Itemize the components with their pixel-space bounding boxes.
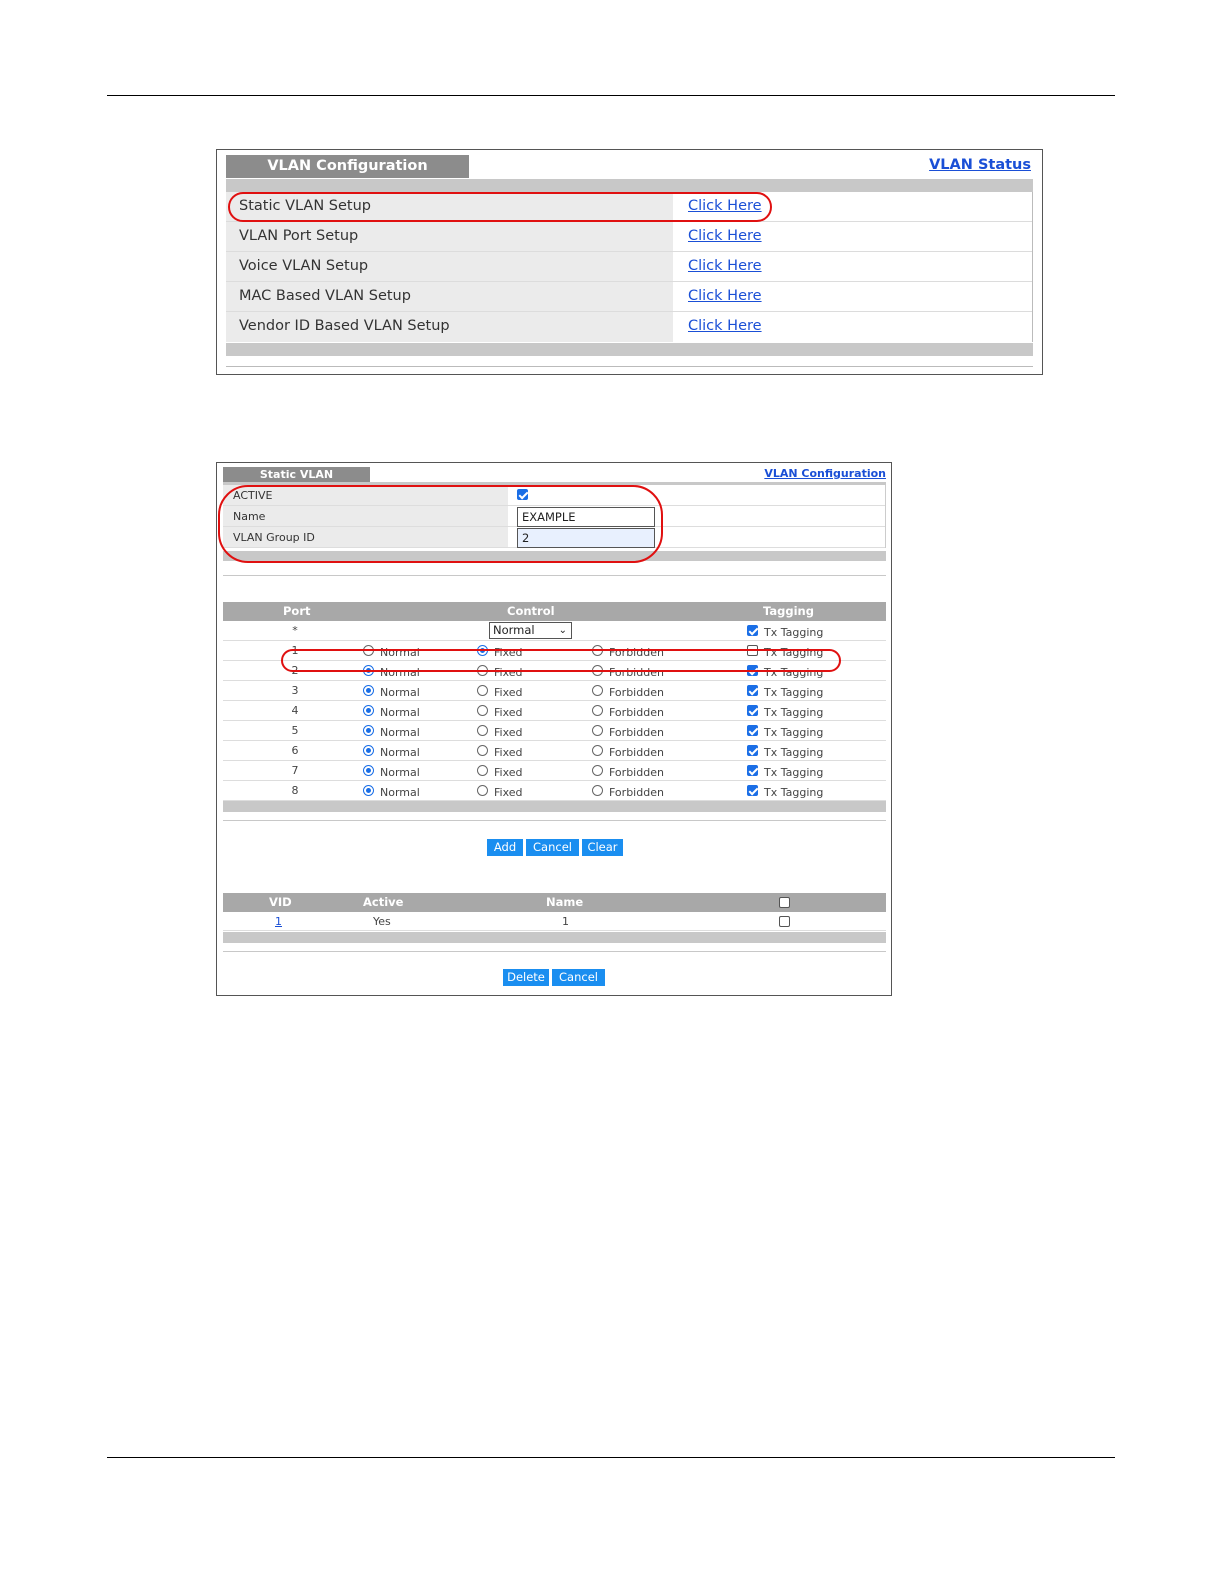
fixed-option[interactable] — [477, 764, 523, 777]
forbidden-radio[interactable] — [592, 685, 603, 696]
normal-radio[interactable] — [363, 745, 374, 756]
fixed-radio[interactable] — [477, 745, 488, 756]
name-field[interactable]: EXAMPLE — [517, 507, 655, 527]
tx-tagging-label: Tx Tagging — [764, 646, 824, 659]
table-row — [223, 721, 886, 741]
vid-row — [223, 527, 885, 548]
col-port: Port — [283, 604, 311, 618]
port-number: * — [292, 624, 298, 637]
fixed-radio[interactable] — [477, 765, 488, 776]
port-number: 4 — [291, 704, 299, 717]
click-here-link[interactable]: Click Here — [688, 288, 762, 304]
active-row — [223, 485, 885, 506]
fixed-radio[interactable] — [477, 785, 488, 796]
active-checkbox[interactable] — [517, 489, 528, 500]
tx-tagging-checkbox[interactable] — [747, 725, 758, 736]
divider — [226, 366, 1033, 367]
active-value: Yes — [373, 915, 391, 928]
option-label: Fixed — [494, 726, 523, 739]
band — [223, 551, 886, 561]
forbidden-option[interactable] — [592, 704, 664, 717]
tx-tagging-option[interactable] — [747, 684, 823, 697]
option-label: Forbidden — [609, 686, 664, 699]
option-label: Forbidden — [609, 706, 664, 719]
tx-tagging-label: Tx Tagging — [764, 726, 824, 739]
normal-radio[interactable] — [363, 665, 374, 676]
chevron-down-icon: ⌄ — [558, 625, 567, 636]
tx-tagging-option[interactable] — [747, 664, 823, 677]
fixed-radio[interactable] — [477, 725, 488, 736]
fixed-option[interactable] — [477, 644, 523, 657]
normal-option[interactable] — [363, 664, 420, 677]
tx-tagging-option[interactable] — [747, 644, 823, 657]
table-row — [223, 661, 886, 681]
active-label: ACTIVE — [223, 485, 508, 505]
setup-label: MAC Based VLAN Setup — [226, 282, 673, 311]
normal-option[interactable] — [363, 684, 420, 697]
option-label: Fixed — [494, 766, 523, 779]
option-label: Normal — [380, 766, 420, 779]
forbidden-option[interactable] — [592, 664, 664, 677]
forbidden-radio[interactable] — [592, 665, 603, 676]
click-here-link[interactable]: Click Here — [688, 318, 762, 334]
normal-option[interactable] — [363, 644, 420, 657]
option-label: Forbidden — [609, 666, 664, 679]
fixed-radio[interactable] — [477, 685, 488, 696]
fixed-option[interactable] — [477, 784, 523, 797]
divider — [223, 951, 886, 952]
forbidden-radio[interactable] — [592, 645, 603, 656]
setup-label: Vendor ID Based VLAN Setup — [226, 312, 673, 342]
option-label: Forbidden — [609, 766, 664, 779]
setup-label: Voice VLAN Setup — [226, 252, 673, 281]
col-vid: VID — [269, 895, 292, 909]
click-here-link[interactable]: Click Here — [688, 258, 762, 274]
name-row — [223, 506, 885, 527]
row-select-checkbox[interactable] — [779, 916, 790, 927]
option-label: Normal — [380, 666, 420, 679]
list-item-vlan-port — [226, 222, 1032, 252]
normal-radio[interactable] — [363, 705, 374, 716]
list-item-voice-vlan — [226, 252, 1032, 282]
forbidden-radio[interactable] — [592, 785, 603, 796]
option-label: Normal — [380, 786, 420, 799]
tx-tagging-checkbox[interactable] — [747, 645, 758, 656]
forbidden-radio[interactable] — [592, 765, 603, 776]
port-number: 1 — [291, 644, 299, 657]
control-select[interactable] — [489, 622, 572, 639]
tx-tagging-label: Tx Tagging — [764, 766, 824, 779]
col-name: Name — [546, 895, 584, 909]
tx-tagging-checkbox[interactable] — [747, 785, 758, 796]
cancel-button[interactable]: Cancel — [526, 839, 579, 856]
option-label: Fixed — [494, 706, 523, 719]
setup-list — [226, 192, 1033, 342]
option-label: Forbidden — [609, 646, 664, 659]
tx-tagging-option[interactable] — [747, 764, 823, 777]
option-label: Fixed — [494, 686, 523, 699]
band — [223, 932, 886, 943]
option-label: Normal — [380, 726, 420, 739]
forbidden-radio[interactable] — [592, 725, 603, 736]
divider — [223, 575, 886, 576]
table-row — [223, 781, 886, 801]
setup-label: VLAN Port Setup — [226, 222, 673, 251]
forbidden-radio[interactable] — [592, 705, 603, 716]
tx-tagging-option[interactable] — [747, 624, 823, 637]
click-here-link[interactable]: Click Here — [688, 198, 762, 214]
tx-tagging-label: Tx Tagging — [764, 746, 824, 759]
port-number: 7 — [291, 764, 299, 777]
fixed-option[interactable] — [477, 664, 523, 677]
option-label: Fixed — [494, 666, 523, 679]
normal-option[interactable] — [363, 764, 420, 777]
band — [226, 343, 1033, 356]
panel-title: VLAN Configuration — [226, 155, 469, 178]
vid-label: VLAN Group ID — [223, 527, 508, 547]
normal-radio[interactable] — [363, 785, 374, 796]
port-number: 5 — [291, 724, 299, 737]
option-label: Forbidden — [609, 746, 664, 759]
tx-tagging-option[interactable] — [747, 724, 823, 737]
col-active: Active — [363, 895, 404, 909]
option-label: Normal — [380, 746, 420, 759]
band — [223, 801, 886, 812]
delete-button[interactable]: Delete — [503, 969, 549, 986]
tx-tagging-label: Tx Tagging — [764, 626, 824, 639]
static-vlan-panel — [216, 462, 892, 996]
vlan-form — [223, 485, 886, 548]
list-item-vendor-vlan — [226, 312, 1032, 342]
fixed-radio[interactable] — [477, 645, 488, 656]
select-value: Normal — [493, 623, 535, 637]
cancel-delete-button[interactable]: Cancel — [552, 969, 605, 986]
col-tagging: Tagging — [763, 604, 814, 618]
normal-radio[interactable] — [363, 645, 374, 656]
normal-option[interactable] — [363, 744, 420, 757]
forbidden-option[interactable] — [592, 724, 664, 737]
tx-tagging-option[interactable] — [747, 784, 823, 797]
band — [226, 179, 1033, 192]
table-row — [223, 701, 886, 721]
tx-tagging-label: Tx Tagging — [764, 686, 824, 699]
table-row-all — [223, 621, 886, 641]
option-label: Normal — [380, 686, 420, 699]
port-number: 3 — [291, 684, 299, 697]
table-row — [223, 741, 886, 761]
forbidden-option[interactable] — [592, 784, 664, 797]
tx-tagging-checkbox[interactable] — [747, 685, 758, 696]
fixed-option[interactable] — [477, 724, 523, 737]
vlan-group-id-field[interactable]: 2 — [517, 528, 655, 548]
name-value: 1 — [562, 915, 569, 928]
fixed-option[interactable] — [477, 684, 523, 697]
table-row — [223, 912, 886, 931]
normal-radio[interactable] — [363, 685, 374, 696]
tx-tagging-label: Tx Tagging — [764, 786, 824, 799]
tx-tagging-checkbox[interactable] — [747, 665, 758, 676]
normal-option[interactable] — [363, 784, 420, 797]
vlan-configuration-link[interactable]: VLAN Configuration — [764, 467, 886, 480]
port-number: 8 — [291, 784, 299, 797]
name-label: Name — [223, 506, 508, 526]
fixed-radio[interactable] — [477, 705, 488, 716]
vlan-status-link[interactable]: VLAN Status — [929, 157, 1031, 173]
list-item-mac-vlan — [226, 282, 1032, 312]
add-button[interactable]: Add — [487, 839, 523, 856]
setup-label: Static VLAN Setup — [226, 192, 673, 221]
tx-tagging-checkbox[interactable] — [747, 745, 758, 756]
port-number: 6 — [291, 744, 299, 757]
tx-tagging-option[interactable] — [747, 744, 823, 757]
normal-option[interactable] — [363, 724, 420, 737]
footer-rule — [107, 1457, 1115, 1458]
list-item-static-vlan — [226, 192, 1032, 222]
option-label: Fixed — [494, 786, 523, 799]
tx-tagging-label: Tx Tagging — [764, 666, 824, 679]
fixed-radio[interactable] — [477, 665, 488, 676]
normal-radio[interactable] — [363, 725, 374, 736]
option-label: Forbidden — [609, 786, 664, 799]
forbidden-radio[interactable] — [592, 745, 603, 756]
table-row — [223, 761, 886, 781]
option-label: Fixed — [494, 646, 523, 659]
tx-tagging-checkbox[interactable] — [747, 765, 758, 776]
table-row — [223, 681, 886, 701]
divider — [223, 820, 886, 821]
panel-title: Static VLAN — [223, 467, 370, 482]
option-label: Normal — [380, 646, 420, 659]
tx-tagging-checkbox[interactable] — [747, 705, 758, 716]
click-here-link[interactable]: Click Here — [688, 228, 762, 244]
option-label: Normal — [380, 706, 420, 719]
forbidden-option[interactable] — [592, 644, 664, 657]
vid-table-header — [223, 893, 886, 912]
forbidden-option[interactable] — [592, 764, 664, 777]
port-number: 2 — [291, 664, 299, 677]
forbidden-option[interactable] — [592, 684, 664, 697]
port-table — [223, 602, 886, 812]
normal-radio[interactable] — [363, 765, 374, 776]
option-label: Forbidden — [609, 726, 664, 739]
col-control: Control — [507, 604, 555, 618]
tx-tagging-label: Tx Tagging — [764, 706, 824, 719]
forbidden-option[interactable] — [592, 744, 664, 757]
tx-tagging-option[interactable] — [747, 704, 823, 717]
clear-button[interactable]: Clear — [582, 839, 623, 856]
normal-option[interactable] — [363, 704, 420, 717]
select-all-checkbox[interactable] — [779, 897, 790, 908]
vlan-configuration-panel — [216, 149, 1043, 375]
table-row — [223, 641, 886, 661]
vid-link[interactable]: 1 — [275, 915, 282, 928]
port-table-header — [223, 602, 886, 621]
option-label: Fixed — [494, 746, 523, 759]
fixed-option[interactable] — [477, 704, 523, 717]
fixed-option[interactable] — [477, 744, 523, 757]
header-rule — [107, 95, 1115, 96]
tx-tagging-checkbox[interactable] — [747, 625, 758, 636]
